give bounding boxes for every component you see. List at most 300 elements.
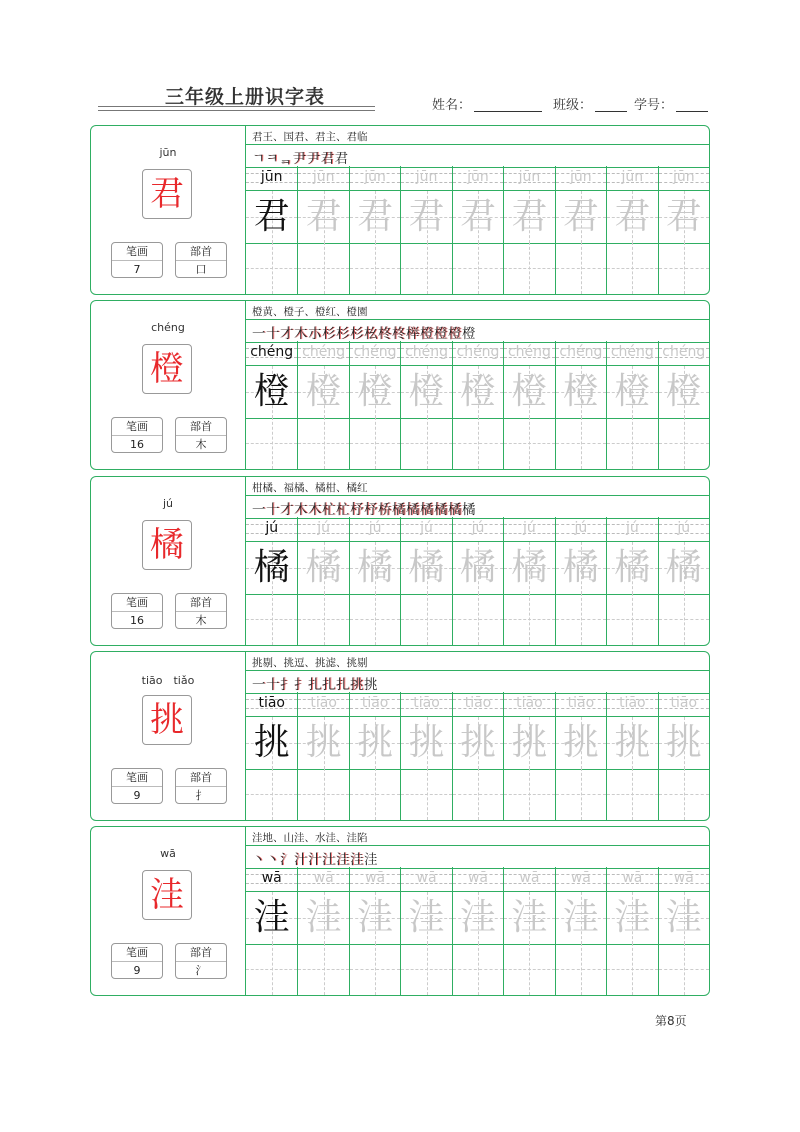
trace-cell[interactable] bbox=[297, 517, 348, 645]
page-number: 第8页 bbox=[655, 1014, 687, 1028]
grid-pinyin: chéng bbox=[405, 344, 449, 360]
pinyin-line bbox=[607, 517, 657, 541]
grid-char: 君 bbox=[408, 196, 445, 237]
radical-box bbox=[175, 242, 227, 278]
pinyin-line bbox=[246, 166, 297, 190]
pinyin-line bbox=[659, 692, 709, 716]
practice-panel bbox=[246, 652, 709, 820]
blank-square[interactable] bbox=[504, 943, 554, 995]
char-square[interactable] bbox=[659, 365, 709, 419]
trace-cell[interactable] bbox=[400, 517, 451, 645]
trace-cell[interactable] bbox=[400, 867, 451, 995]
char-pinyin: jūn bbox=[159, 146, 177, 159]
trace-cell[interactable] bbox=[503, 867, 554, 995]
char-glyph: 君 bbox=[142, 169, 192, 219]
char-square[interactable] bbox=[246, 190, 297, 244]
stroke-count-box bbox=[111, 242, 163, 278]
blank-square[interactable] bbox=[246, 943, 297, 995]
stroke-order-row bbox=[246, 144, 709, 168]
pinyin-line bbox=[453, 517, 503, 541]
char-square[interactable] bbox=[607, 365, 657, 419]
blank-square[interactable] bbox=[504, 593, 554, 645]
grid-char: 洼 bbox=[459, 897, 496, 938]
grid-pinyin: jūn bbox=[260, 169, 283, 185]
blank-square[interactable] bbox=[246, 242, 297, 294]
grid-char: 橘 bbox=[511, 547, 548, 588]
char-square[interactable] bbox=[659, 716, 709, 770]
radical-label: 部首 bbox=[176, 944, 226, 962]
trace-cell[interactable] bbox=[503, 517, 554, 645]
trace-cell[interactable] bbox=[606, 692, 657, 820]
blank-square[interactable] bbox=[556, 593, 606, 645]
pinyin-line bbox=[556, 341, 606, 365]
pinyin-line bbox=[453, 166, 503, 190]
char-square[interactable] bbox=[246, 541, 297, 595]
grid-pinyin: chéng bbox=[353, 344, 397, 360]
char-square[interactable] bbox=[607, 190, 657, 244]
grid-pinyin: jú bbox=[265, 520, 279, 536]
writing-grid bbox=[246, 517, 709, 645]
pinyin-line bbox=[401, 692, 451, 716]
grid-pinyin: chéng bbox=[302, 344, 346, 360]
grid-pinyin: tiāo bbox=[310, 695, 337, 711]
char-square[interactable] bbox=[298, 365, 348, 419]
stroke-order-row bbox=[246, 495, 709, 519]
stroke-step: 橘 bbox=[392, 502, 406, 518]
pinyin-line bbox=[298, 341, 348, 365]
grid-pinyin: tiāo bbox=[670, 695, 698, 711]
blank-square[interactable] bbox=[298, 943, 348, 995]
blank-square[interactable] bbox=[401, 943, 451, 995]
stroke-count-label: 笔画 bbox=[112, 594, 162, 612]
trace-cell[interactable] bbox=[349, 867, 400, 995]
char-square[interactable] bbox=[504, 190, 554, 244]
trace-cell[interactable] bbox=[555, 692, 606, 820]
char-square[interactable] bbox=[350, 365, 400, 419]
class-blank[interactable] bbox=[595, 97, 627, 112]
pinyin-line bbox=[504, 166, 554, 190]
model-cell[interactable] bbox=[246, 166, 297, 294]
blank-square[interactable] bbox=[659, 768, 709, 820]
blank-square[interactable] bbox=[453, 943, 503, 995]
trace-cell[interactable] bbox=[452, 867, 503, 995]
grid-pinyin: jūn bbox=[518, 169, 541, 185]
char-square[interactable] bbox=[556, 891, 606, 945]
trace-cell[interactable] bbox=[503, 692, 554, 820]
practice-panel bbox=[246, 477, 709, 645]
grid-char: 君 bbox=[253, 196, 290, 237]
grid-char: 挑 bbox=[562, 722, 599, 763]
trace-cell[interactable] bbox=[658, 692, 709, 820]
char-square[interactable] bbox=[556, 716, 606, 770]
char-square[interactable] bbox=[504, 891, 554, 945]
stroke-order-row bbox=[246, 845, 709, 869]
char-pinyin: jú bbox=[162, 497, 174, 510]
trace-cell[interactable] bbox=[503, 341, 554, 469]
char-square[interactable] bbox=[401, 365, 451, 419]
char-info-panel bbox=[91, 652, 246, 820]
grid-char: 挑 bbox=[614, 722, 651, 763]
stroke-order-row bbox=[246, 319, 709, 343]
stroke-step: 一 bbox=[252, 326, 266, 342]
blank-square[interactable] bbox=[401, 768, 451, 820]
grid-pinyin: wā bbox=[673, 870, 694, 886]
trace-cell[interactable] bbox=[555, 341, 606, 469]
char-square[interactable] bbox=[453, 891, 503, 945]
trace-cell[interactable] bbox=[606, 867, 657, 995]
blank-square[interactable] bbox=[401, 593, 451, 645]
blank-square[interactable] bbox=[659, 593, 709, 645]
stroke-step: 丶 bbox=[266, 852, 280, 868]
trace-cell[interactable] bbox=[658, 867, 709, 995]
trace-cell[interactable] bbox=[400, 341, 451, 469]
blank-square[interactable] bbox=[607, 768, 657, 820]
blank-square[interactable] bbox=[556, 943, 606, 995]
pinyin-line bbox=[556, 692, 606, 716]
pinyin-line bbox=[350, 341, 400, 365]
class-label: 班级： bbox=[553, 98, 593, 113]
char-square[interactable] bbox=[246, 891, 297, 945]
pinyin-line bbox=[298, 867, 348, 891]
stroke-count-label: 笔画 bbox=[112, 418, 162, 436]
blank-square[interactable] bbox=[659, 943, 709, 995]
char-square[interactable] bbox=[350, 716, 400, 770]
radical-label: 部首 bbox=[176, 769, 226, 787]
blank-square[interactable] bbox=[350, 943, 400, 995]
char-entry bbox=[90, 476, 710, 646]
grid-pinyin: chéng bbox=[662, 344, 706, 360]
stroke-sequence bbox=[252, 498, 476, 518]
grid-pinyin: chéng bbox=[507, 344, 551, 360]
grid-char: 君 bbox=[614, 196, 651, 237]
trace-cell[interactable] bbox=[555, 867, 606, 995]
blank-square[interactable] bbox=[453, 768, 503, 820]
grid-char: 洼 bbox=[665, 897, 702, 938]
char-info-panel bbox=[91, 126, 246, 294]
example-words: 君王、国君、君主、君临 bbox=[252, 131, 368, 143]
stroke-step: 洼 bbox=[364, 852, 378, 868]
stroke-sequence bbox=[252, 147, 349, 167]
pinyin-line bbox=[659, 517, 709, 541]
char-square[interactable] bbox=[246, 716, 297, 770]
char-square[interactable] bbox=[659, 541, 709, 595]
grid-pinyin: wā bbox=[467, 870, 488, 886]
char-square[interactable] bbox=[659, 190, 709, 244]
model-cell[interactable] bbox=[246, 517, 297, 645]
char-square[interactable] bbox=[350, 891, 400, 945]
blank-square[interactable] bbox=[246, 768, 297, 820]
blank-square[interactable] bbox=[350, 768, 400, 820]
radical-value: 木 bbox=[195, 438, 207, 451]
blank-square[interactable] bbox=[504, 242, 554, 294]
trace-cell[interactable] bbox=[400, 692, 451, 820]
char-glyph: 橙 bbox=[142, 344, 192, 394]
char-glyph: 橘 bbox=[142, 520, 192, 570]
stroke-step: 橘 bbox=[434, 502, 448, 518]
stroke-step: 洼 bbox=[336, 852, 350, 868]
grid-char: 挑 bbox=[253, 722, 290, 763]
pinyin-line bbox=[453, 692, 503, 716]
trace-cell[interactable] bbox=[555, 166, 606, 294]
grid-char: 橘 bbox=[305, 547, 342, 588]
grid-pinyin: jūn bbox=[467, 169, 489, 185]
blank-square[interactable] bbox=[401, 417, 451, 469]
grid-pinyin: jūn bbox=[672, 169, 695, 185]
char-entry bbox=[90, 651, 710, 821]
pinyin-line bbox=[453, 341, 503, 365]
grid-char: 橘 bbox=[357, 547, 394, 588]
radical-box bbox=[175, 768, 227, 804]
trace-cell[interactable] bbox=[452, 692, 503, 820]
blank-square[interactable] bbox=[556, 768, 606, 820]
practice-panel bbox=[246, 301, 709, 469]
stroke-order-row bbox=[246, 670, 709, 694]
grid-char: 君 bbox=[357, 196, 394, 237]
char-glyph: 洼 bbox=[142, 870, 192, 920]
blank-square[interactable] bbox=[298, 242, 348, 294]
char-square[interactable] bbox=[556, 365, 606, 419]
stroke-step: 杼 bbox=[350, 502, 364, 518]
grid-char: 橙 bbox=[511, 371, 548, 412]
radical-box bbox=[175, 417, 227, 453]
stroke-step: 一 bbox=[252, 677, 266, 693]
id-blank[interactable] bbox=[676, 97, 708, 112]
stroke-step: 才 bbox=[280, 502, 294, 518]
trace-cell[interactable] bbox=[606, 517, 657, 645]
trace-cell[interactable] bbox=[658, 166, 709, 294]
char-square[interactable] bbox=[350, 190, 400, 244]
blank-square[interactable] bbox=[504, 768, 554, 820]
trace-cell[interactable] bbox=[503, 166, 554, 294]
grid-char: 橘 bbox=[408, 547, 445, 588]
class-field[interactable] bbox=[553, 94, 627, 113]
blank-square[interactable] bbox=[607, 593, 657, 645]
char-square[interactable] bbox=[350, 541, 400, 595]
char-square[interactable] bbox=[504, 541, 554, 595]
grid-char: 君 bbox=[459, 196, 496, 237]
trace-cell[interactable] bbox=[349, 166, 400, 294]
char-square[interactable] bbox=[401, 541, 451, 595]
grid-char: 橘 bbox=[665, 547, 702, 588]
char-square[interactable] bbox=[298, 716, 348, 770]
trace-cell[interactable] bbox=[452, 166, 503, 294]
pinyin-line bbox=[607, 867, 657, 891]
stroke-step: 杼 bbox=[364, 502, 378, 518]
grid-char: 橙 bbox=[665, 371, 702, 412]
char-square[interactable] bbox=[401, 891, 451, 945]
char-square[interactable] bbox=[453, 541, 503, 595]
blank-square[interactable] bbox=[298, 417, 348, 469]
trace-cell[interactable] bbox=[297, 692, 348, 820]
char-glyph: 挑 bbox=[142, 695, 192, 745]
char-square[interactable] bbox=[298, 190, 348, 244]
stroke-step: 氵 bbox=[280, 852, 294, 868]
stroke-step: 杉 bbox=[350, 326, 364, 342]
trace-cell[interactable] bbox=[400, 166, 451, 294]
char-entry bbox=[90, 300, 710, 470]
grid-char: 洼 bbox=[253, 897, 290, 938]
grid-char: 橘 bbox=[614, 547, 651, 588]
char-square[interactable] bbox=[246, 365, 297, 419]
grid-char: 橙 bbox=[614, 371, 651, 412]
trace-cell[interactable] bbox=[658, 517, 709, 645]
blank-square[interactable] bbox=[556, 242, 606, 294]
model-cell[interactable] bbox=[246, 867, 297, 995]
blank-square[interactable] bbox=[350, 417, 400, 469]
char-square[interactable] bbox=[607, 541, 657, 595]
trace-cell[interactable] bbox=[297, 166, 348, 294]
char-square[interactable] bbox=[556, 190, 606, 244]
blank-square[interactable] bbox=[453, 593, 503, 645]
pinyin-line bbox=[401, 517, 451, 541]
char-square[interactable] bbox=[504, 365, 554, 419]
blank-square[interactable] bbox=[246, 417, 297, 469]
student-id-field[interactable] bbox=[634, 94, 708, 113]
char-square[interactable] bbox=[298, 891, 348, 945]
char-square[interactable] bbox=[607, 891, 657, 945]
char-square[interactable] bbox=[453, 716, 503, 770]
stroke-step: 橙 bbox=[462, 326, 476, 342]
stroke-step: 洼 bbox=[350, 852, 364, 868]
pinyin-line bbox=[350, 517, 400, 541]
char-square[interactable] bbox=[401, 190, 451, 244]
blank-square[interactable] bbox=[504, 417, 554, 469]
stroke-count-label: 笔画 bbox=[112, 243, 162, 261]
pinyin-line bbox=[298, 166, 348, 190]
pinyin-line bbox=[246, 341, 297, 365]
trace-cell[interactable] bbox=[555, 517, 606, 645]
blank-square[interactable] bbox=[607, 417, 657, 469]
char-pinyin: tiāo tiǎo bbox=[141, 674, 195, 687]
trace-cell[interactable] bbox=[658, 341, 709, 469]
trace-cell[interactable] bbox=[297, 341, 348, 469]
grid-char: 橙 bbox=[408, 371, 445, 412]
blank-square[interactable] bbox=[659, 417, 709, 469]
pinyin-line bbox=[401, 867, 451, 891]
stroke-step: 君 bbox=[320, 151, 335, 167]
char-square[interactable] bbox=[607, 716, 657, 770]
blank-square[interactable] bbox=[556, 417, 606, 469]
stroke-step: 杉 bbox=[322, 326, 336, 342]
stroke-step: 橘 bbox=[448, 502, 462, 518]
trace-cell[interactable] bbox=[349, 517, 400, 645]
char-square[interactable] bbox=[453, 365, 503, 419]
pinyin-line bbox=[298, 517, 348, 541]
grid-char: 洼 bbox=[562, 897, 599, 938]
stroke-step: 君 bbox=[334, 151, 349, 167]
grid-pinyin: tiāo bbox=[516, 695, 543, 711]
stroke-sequence bbox=[252, 848, 378, 868]
grid-pinyin: jú bbox=[574, 520, 588, 536]
model-cell[interactable] bbox=[246, 692, 297, 820]
trace-cell[interactable] bbox=[606, 166, 657, 294]
char-entry bbox=[90, 125, 710, 295]
stroke-step: 尹 bbox=[306, 151, 321, 167]
stroke-step: 橘 bbox=[420, 502, 434, 518]
pinyin-line bbox=[298, 692, 348, 716]
writing-grid bbox=[246, 692, 709, 820]
blank-square[interactable] bbox=[607, 242, 657, 294]
trace-cell[interactable] bbox=[606, 341, 657, 469]
model-cell[interactable] bbox=[246, 341, 297, 469]
pinyin-line bbox=[607, 692, 657, 716]
grid-pinyin: wā bbox=[622, 870, 643, 886]
stroke-step: 杉 bbox=[336, 326, 350, 342]
stroke-count-value: 9 bbox=[133, 964, 141, 977]
grid-pinyin: jūn bbox=[364, 169, 386, 185]
stroke-step: ㄱ bbox=[252, 151, 266, 167]
radical-value: 口 bbox=[195, 263, 207, 276]
blank-square[interactable] bbox=[453, 417, 503, 469]
radical-box bbox=[175, 593, 227, 629]
radical-label: 部首 bbox=[176, 418, 226, 436]
pinyin-line bbox=[401, 341, 451, 365]
grid-char: 橘 bbox=[459, 547, 496, 588]
stroke-count-label: 笔画 bbox=[112, 944, 162, 962]
stroke-step: 挑 bbox=[350, 677, 364, 693]
writing-grid bbox=[246, 341, 709, 469]
grid-pinyin: wā bbox=[365, 870, 386, 886]
stroke-step: 杧 bbox=[336, 502, 350, 518]
stroke-step: ᆿ bbox=[279, 151, 293, 167]
char-square[interactable] bbox=[556, 541, 606, 595]
stroke-step: 朩 bbox=[308, 326, 322, 342]
blank-square[interactable] bbox=[401, 242, 451, 294]
pinyin-line bbox=[556, 166, 606, 190]
blank-square[interactable] bbox=[607, 943, 657, 995]
char-square[interactable] bbox=[298, 541, 348, 595]
grid-char: 橙 bbox=[253, 371, 290, 412]
stroke-count-value: 16 bbox=[130, 614, 144, 627]
blank-square[interactable] bbox=[298, 768, 348, 820]
pinyin-line bbox=[607, 166, 657, 190]
blank-square[interactable] bbox=[350, 593, 400, 645]
trace-cell[interactable] bbox=[349, 692, 400, 820]
blank-square[interactable] bbox=[659, 242, 709, 294]
grid-pinyin: wā bbox=[261, 870, 282, 886]
trace-cell[interactable] bbox=[452, 341, 503, 469]
grid-pinyin: jūn bbox=[570, 169, 592, 185]
stroke-step: 橙 bbox=[434, 326, 448, 342]
blank-square[interactable] bbox=[350, 242, 400, 294]
char-square[interactable] bbox=[504, 716, 554, 770]
stroke-step: 橙 bbox=[420, 326, 434, 342]
trace-cell[interactable] bbox=[349, 341, 400, 469]
grid-pinyin: tiāo bbox=[361, 695, 389, 711]
name-field[interactable] bbox=[432, 94, 542, 113]
char-square[interactable] bbox=[401, 716, 451, 770]
radical-value: 氵 bbox=[195, 964, 207, 977]
grid-pinyin: jūn bbox=[621, 169, 644, 185]
grid-pinyin: chéng bbox=[250, 344, 294, 360]
char-square[interactable] bbox=[453, 190, 503, 244]
char-pinyin: chéng bbox=[151, 321, 185, 334]
pinyin-line bbox=[504, 692, 554, 716]
pinyin-line bbox=[504, 341, 554, 365]
stroke-count-value: 7 bbox=[133, 263, 141, 276]
name-blank[interactable] bbox=[474, 97, 542, 112]
char-square[interactable] bbox=[659, 891, 709, 945]
blank-square[interactable] bbox=[298, 593, 348, 645]
radical-box bbox=[175, 943, 227, 979]
stroke-step: 十 bbox=[266, 502, 280, 518]
grid-char: 橙 bbox=[459, 371, 496, 412]
trace-cell[interactable] bbox=[452, 517, 503, 645]
blank-square[interactable] bbox=[246, 593, 297, 645]
trace-cell[interactable] bbox=[297, 867, 348, 995]
blank-square[interactable] bbox=[453, 242, 503, 294]
pinyin-line bbox=[659, 867, 709, 891]
